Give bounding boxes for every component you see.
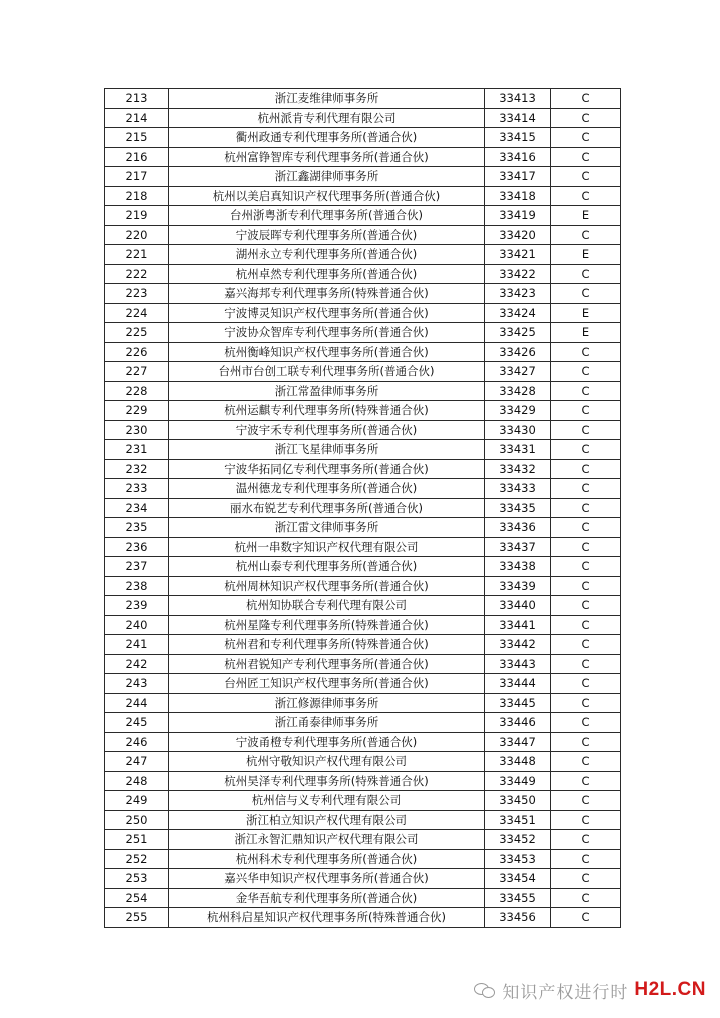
agency-name: 杭州知协联合专利代理有限公司 — [169, 596, 485, 616]
agency-name: 杭州君和专利代理事务所(特殊普通合伙) — [169, 635, 485, 655]
watermark — [474, 975, 706, 1005]
agency-grade: C — [551, 284, 621, 304]
watermark-text: 知识产权进行时 — [502, 982, 629, 1003]
agency-grade: C — [551, 752, 621, 772]
agency-name: 浙江柏立知识产权代理有限公司 — [169, 810, 485, 830]
agency-grade: C — [551, 888, 621, 908]
table-row — [105, 89, 621, 109]
agency-name: 杭州衡峰知识产权代理事务所(普通合伙) — [169, 342, 485, 362]
table-row — [105, 732, 621, 752]
agency-code: 33455 — [485, 888, 551, 908]
agency-name: 杭州一串数字知识产权代理有限公司 — [169, 537, 485, 557]
row-number: 240 — [105, 615, 169, 635]
h2l-logo: H2L.CN — [634, 979, 706, 1000]
table-row — [105, 342, 621, 362]
row-number: 247 — [105, 752, 169, 772]
agency-grade: C — [551, 537, 621, 557]
agency-name: 浙江常盈律师事务所 — [169, 381, 485, 401]
agency-code: 33427 — [485, 362, 551, 382]
table-row — [105, 557, 621, 577]
table-row — [105, 908, 621, 928]
agency-code: 33414 — [485, 108, 551, 128]
agency-grade: C — [551, 128, 621, 148]
agency-name: 杭州昊泽专利代理事务所(特殊普通合伙) — [169, 771, 485, 791]
agency-grade: C — [551, 693, 621, 713]
agency-grade: C — [551, 810, 621, 830]
row-number: 213 — [105, 89, 169, 109]
table-row — [105, 674, 621, 694]
agency-grade: C — [551, 167, 621, 187]
agency-grade: C — [551, 186, 621, 206]
agency-code: 33449 — [485, 771, 551, 791]
table-row — [105, 264, 621, 284]
table-row — [105, 693, 621, 713]
agency-grade: C — [551, 557, 621, 577]
agency-grade: C — [551, 908, 621, 928]
table-row — [105, 147, 621, 167]
table-row — [105, 752, 621, 772]
row-number: 255 — [105, 908, 169, 928]
table-row — [105, 615, 621, 635]
agency-grade: C — [551, 401, 621, 421]
agency-code: 33447 — [485, 732, 551, 752]
agency-grade: C — [551, 615, 621, 635]
table-row — [105, 245, 621, 265]
row-number: 253 — [105, 869, 169, 889]
agency-name: 温州德龙专利代理事务所(普通合伙) — [169, 479, 485, 499]
agency-code: 33418 — [485, 186, 551, 206]
agency-grade: C — [551, 771, 621, 791]
row-number: 231 — [105, 440, 169, 460]
agency-name: 杭州君锐知产专利代理事务所(普通合伙) — [169, 654, 485, 674]
agency-grade: C — [551, 420, 621, 440]
agency-code: 33420 — [485, 225, 551, 245]
row-number: 227 — [105, 362, 169, 382]
table-row — [105, 810, 621, 830]
agency-code: 33454 — [485, 869, 551, 889]
agency-code: 33437 — [485, 537, 551, 557]
agency-name: 浙江甬泰律师事务所 — [169, 713, 485, 733]
table-row — [105, 401, 621, 421]
agency-code: 33451 — [485, 810, 551, 830]
agency-code: 33433 — [485, 479, 551, 499]
agency-grade: C — [551, 498, 621, 518]
table-row — [105, 420, 621, 440]
agency-code: 33445 — [485, 693, 551, 713]
agency-code: 33435 — [485, 498, 551, 518]
table-row — [105, 830, 621, 850]
agency-name: 杭州守敬知识产权代理有限公司 — [169, 752, 485, 772]
agency-name: 杭州周林知识产权代理事务所(普通合伙) — [169, 576, 485, 596]
agency-name: 宁波甬橙专利代理事务所(普通合伙) — [169, 732, 485, 752]
agency-name: 衢州政通专利代理事务所(普通合伙) — [169, 128, 485, 148]
agency-name: 杭州星隆专利代理事务所(特殊普通合伙) — [169, 615, 485, 635]
agency-grade: C — [551, 635, 621, 655]
agency-code: 33424 — [485, 303, 551, 323]
row-number: 239 — [105, 596, 169, 616]
table-row — [105, 713, 621, 733]
agency-code: 33439 — [485, 576, 551, 596]
agency-grade: C — [551, 518, 621, 538]
agency-code: 33421 — [485, 245, 551, 265]
agency-name: 台州匠工知识产权代理事务所(普通合伙) — [169, 674, 485, 694]
agency-grade: C — [551, 654, 621, 674]
table-row — [105, 849, 621, 869]
agency-code: 33430 — [485, 420, 551, 440]
row-number: 237 — [105, 557, 169, 577]
agency-code: 33423 — [485, 284, 551, 304]
agency-code: 33456 — [485, 908, 551, 928]
agency-name: 杭州运麒专利代理事务所(特殊普通合伙) — [169, 401, 485, 421]
row-number: 215 — [105, 128, 169, 148]
agency-name: 宁波辰晖专利代理事务所(普通合伙) — [169, 225, 485, 245]
agency-grade: C — [551, 89, 621, 109]
agency-code: 33415 — [485, 128, 551, 148]
agency-code: 33446 — [485, 713, 551, 733]
agency-code: 33419 — [485, 206, 551, 226]
agency-code: 33429 — [485, 401, 551, 421]
agency-grade: C — [551, 147, 621, 167]
row-number: 217 — [105, 167, 169, 187]
agency-code: 33438 — [485, 557, 551, 577]
agency-code: 33426 — [485, 342, 551, 362]
agency-code: 33448 — [485, 752, 551, 772]
agency-grade: C — [551, 849, 621, 869]
row-number: 236 — [105, 537, 169, 557]
row-number: 254 — [105, 888, 169, 908]
wechat-icon — [474, 981, 496, 999]
table-row — [105, 869, 621, 889]
row-number: 252 — [105, 849, 169, 869]
agency-table — [104, 88, 621, 928]
agency-name: 杭州科启星知识产权代理事务所(特殊普通合伙) — [169, 908, 485, 928]
agency-table-body — [105, 89, 621, 928]
agency-grade: C — [551, 479, 621, 499]
agency-name: 宁波协众智库专利代理事务所(普通合伙) — [169, 323, 485, 343]
row-number: 230 — [105, 420, 169, 440]
table-row — [105, 362, 621, 382]
agency-grade: C — [551, 869, 621, 889]
table-row — [105, 498, 621, 518]
row-number: 223 — [105, 284, 169, 304]
table-row — [105, 537, 621, 557]
agency-code: 33444 — [485, 674, 551, 694]
table-row — [105, 596, 621, 616]
row-number: 235 — [105, 518, 169, 538]
agency-code: 33450 — [485, 791, 551, 811]
agency-name: 宁波华拓同亿专利代理事务所(普通合伙) — [169, 459, 485, 479]
agency-code: 33416 — [485, 147, 551, 167]
agency-name: 浙江飞星律师事务所 — [169, 440, 485, 460]
table-row — [105, 479, 621, 499]
agency-code: 33431 — [485, 440, 551, 460]
table-row — [105, 440, 621, 460]
row-number: 232 — [105, 459, 169, 479]
agency-name: 杭州富铮智库专利代理事务所(普通合伙) — [169, 147, 485, 167]
agency-code: 33443 — [485, 654, 551, 674]
agency-code: 33440 — [485, 596, 551, 616]
agency-code: 33432 — [485, 459, 551, 479]
table-row — [105, 206, 621, 226]
table-row — [105, 518, 621, 538]
table-row — [105, 225, 621, 245]
agency-grade: E — [551, 245, 621, 265]
agency-code: 33422 — [485, 264, 551, 284]
agency-name: 杭州科术专利代理事务所(普通合伙) — [169, 849, 485, 869]
agency-code: 33428 — [485, 381, 551, 401]
row-number: 243 — [105, 674, 169, 694]
agency-name: 湖州永立专利代理事务所(普通合伙) — [169, 245, 485, 265]
row-number: 251 — [105, 830, 169, 850]
agency-name: 丽水布锐艺专利代理事务所(普通合伙) — [169, 498, 485, 518]
agency-name: 杭州山泰专利代理事务所(普通合伙) — [169, 557, 485, 577]
row-number: 229 — [105, 401, 169, 421]
agency-name: 浙江雷文律师事务所 — [169, 518, 485, 538]
row-number: 218 — [105, 186, 169, 206]
row-number: 222 — [105, 264, 169, 284]
agency-name: 金华吾航专利代理事务所(普通合伙) — [169, 888, 485, 908]
agency-grade: C — [551, 596, 621, 616]
row-number: 225 — [105, 323, 169, 343]
agency-code: 33436 — [485, 518, 551, 538]
row-number: 244 — [105, 693, 169, 713]
agency-code: 33442 — [485, 635, 551, 655]
agency-code: 33413 — [485, 89, 551, 109]
agency-grade: C — [551, 791, 621, 811]
agency-grade: C — [551, 576, 621, 596]
agency-name: 杭州卓然专利代理事务所(普通合伙) — [169, 264, 485, 284]
row-number: 250 — [105, 810, 169, 830]
row-number: 238 — [105, 576, 169, 596]
agency-name: 台州市台创工联专利代理事务所(普通合伙) — [169, 362, 485, 382]
row-number: 246 — [105, 732, 169, 752]
agency-grade: C — [551, 732, 621, 752]
table-row — [105, 771, 621, 791]
agency-name: 宁波宇禾专利代理事务所(普通合伙) — [169, 420, 485, 440]
agency-grade: E — [551, 323, 621, 343]
agency-name: 台州浙粤浙专利代理事务所(普通合伙) — [169, 206, 485, 226]
table-row — [105, 323, 621, 343]
table-row — [105, 381, 621, 401]
agency-grade: E — [551, 303, 621, 323]
agency-grade: C — [551, 674, 621, 694]
agency-grade: C — [551, 225, 621, 245]
agency-name: 浙江鑫湖律师事务所 — [169, 167, 485, 187]
row-number: 224 — [105, 303, 169, 323]
row-number: 241 — [105, 635, 169, 655]
agency-grade: C — [551, 830, 621, 850]
agency-name: 嘉兴华申知识产权代理事务所(普通合伙) — [169, 869, 485, 889]
agency-name: 杭州派肯专利代理有限公司 — [169, 108, 485, 128]
row-number: 249 — [105, 791, 169, 811]
row-number: 228 — [105, 381, 169, 401]
agency-code: 33452 — [485, 830, 551, 850]
table-row — [105, 654, 621, 674]
agency-code: 33417 — [485, 167, 551, 187]
agency-name: 浙江永智汇鼎知识产权代理有限公司 — [169, 830, 485, 850]
table-row — [105, 186, 621, 206]
row-number: 248 — [105, 771, 169, 791]
row-number: 214 — [105, 108, 169, 128]
agency-grade: C — [551, 342, 621, 362]
agency-grade: C — [551, 381, 621, 401]
table-row — [105, 576, 621, 596]
agency-grade: C — [551, 713, 621, 733]
agency-grade: C — [551, 264, 621, 284]
agency-grade: E — [551, 206, 621, 226]
agency-grade: C — [551, 108, 621, 128]
row-number: 220 — [105, 225, 169, 245]
row-number: 234 — [105, 498, 169, 518]
row-number: 216 — [105, 147, 169, 167]
agency-name: 宁波博灵知识产权代理事务所(普通合伙) — [169, 303, 485, 323]
agency-name: 杭州以美启真知识产权代理事务所(普通合伙) — [169, 186, 485, 206]
row-number: 242 — [105, 654, 169, 674]
agency-grade: C — [551, 459, 621, 479]
agency-table-container — [104, 88, 620, 928]
table-row — [105, 888, 621, 908]
row-number: 226 — [105, 342, 169, 362]
agency-code: 33425 — [485, 323, 551, 343]
table-row — [105, 459, 621, 479]
row-number: 233 — [105, 479, 169, 499]
table-row — [105, 284, 621, 304]
table-row — [105, 167, 621, 187]
agency-code: 33453 — [485, 849, 551, 869]
table-row — [105, 635, 621, 655]
agency-name: 杭州信与义专利代理有限公司 — [169, 791, 485, 811]
agency-name: 嘉兴海邦专利代理事务所(特殊普通合伙) — [169, 284, 485, 304]
agency-name: 浙江修源律师事务所 — [169, 693, 485, 713]
table-row — [105, 108, 621, 128]
agency-grade: C — [551, 440, 621, 460]
agency-grade: C — [551, 362, 621, 382]
row-number: 219 — [105, 206, 169, 226]
agency-code: 33441 — [485, 615, 551, 635]
row-number: 221 — [105, 245, 169, 265]
table-row — [105, 791, 621, 811]
row-number: 245 — [105, 713, 169, 733]
table-row — [105, 128, 621, 148]
table-row — [105, 303, 621, 323]
agency-name: 浙江麦维律师事务所 — [169, 89, 485, 109]
